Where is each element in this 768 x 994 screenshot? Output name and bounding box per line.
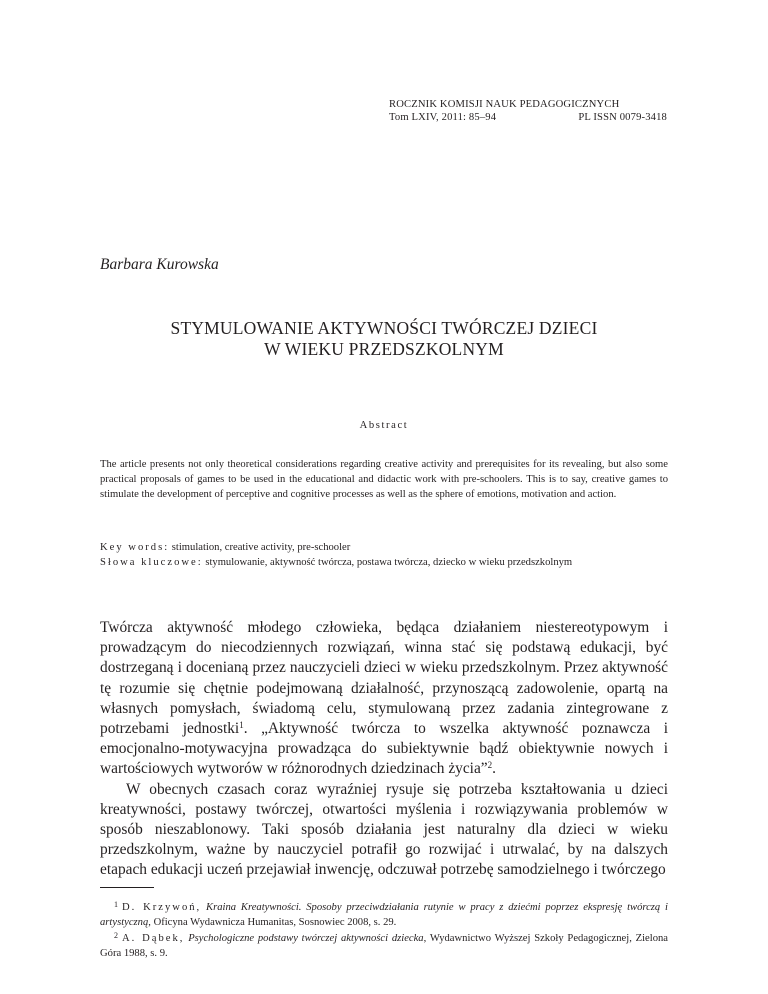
keywords-en-text: stimulation, creative activity, pre-schooler	[171, 542, 351, 553]
keywords-pl	[100, 555, 700, 570]
footnote-2-author: A. Dąbek,	[122, 932, 185, 944]
abstract-text-block	[100, 457, 668, 502]
footnote-1-author: D. Krzywoń,	[122, 902, 202, 913]
footnote-ref-1[interactable]: 1	[239, 720, 244, 731]
author-name: Barbara Kurowska	[100, 256, 219, 273]
footnote-2-rest: , Wydawnictwo Wyższej Szkoły Pedagogicznej, Zielona Góra 1988, s. 9.	[100, 932, 668, 960]
footnotes	[100, 900, 668, 962]
footnote-2	[100, 931, 668, 962]
footnote-1-number: 1	[114, 900, 118, 909]
footnote-2-number: 2	[114, 930, 118, 940]
footnote-1-rest: , Oficyna Wydawnicza Humanitas, Sosnowiec 2008, s. 29.	[148, 917, 397, 929]
keywords-pl-label: Słowa kluczowe:	[100, 557, 203, 568]
keywords-pl-text: stymulowanie, aktywność twórcza, postawa twórcza, dziecko w wieku przedszkolnym	[205, 557, 573, 568]
journal-name: ROCZNIK KOMISJI NAUK PEDAGOGICZNYCH	[389, 99, 620, 110]
keywords-en-label: Key words:	[100, 542, 170, 553]
body-text	[100, 618, 668, 881]
title-line-1: STYMULOWANIE AKTYWNOŚCI TWÓRCZEJ DZIECI	[170, 318, 598, 338]
body-p1-part-a: Twórcza aktywność młodego człowieka, będąca działaniem niestereotypowym i prowadzącym do niecodziennych rozwiązań, winna stać się podstawą edukacji, być dostrzeganą i docenianą przez nauczycieli dzieci w wieku przedszkolnym. Przez aktywność tę rozumie się chętnie podejmowaną działalność, przynoszącą zadowolenie, opartą na własnych pomysłach, świadomą celu, stymulowaną przez zadania zintegrowane z potrzebami jednostki	[100, 619, 668, 738]
keywords-en	[100, 540, 700, 555]
footnote-ref-2[interactable]: 2	[487, 760, 493, 771]
journal-volume: Tom LXIV, 2011: 85–94	[389, 112, 497, 123]
body-paragraph-1	[100, 618, 668, 780]
abstract-text: The article presents not only theoretical considerations regarding creative activity and prerequisites for its revealing, but also some practical proposals of games to be used in the educational and didactic work with pre-schoolers. This is to say, creative games to stimulate the development of perceptive and cognitive processes as well as the sphere of emotions, motivation and action.	[100, 459, 668, 500]
article-title	[100, 318, 668, 360]
footnote-1-title: Kraina Kreatywności. Sposoby przeciwdziałania rutynie w pracy z dziećmi poprzez ekspresję twórczą i artystyczną	[100, 902, 668, 929]
footnote-2-title: Psychologiczne podstawy twórczej aktywności dziecka	[188, 932, 424, 944]
title-line-2: W WIEKU PRZEDSZKOLNYM	[264, 339, 504, 359]
body-paragraph-2: W obecnych czasach coraz wyraźniej rysuje się potrzeba kształtowania u dzieci kreatywności, postawy twórczej, otwartości myślenia i rozwiązywania problemów w sposób nieszablonowy. Taki sposób działania jest naturalny dla dzieci w wieku przedszkolnym, ważne by nauczyciel potrafił go rozwijać i utrwalać, by na dalszych etapach edukacji uczeń przejawiał inwencję, odczuwał potrzebę samodzielnego i twórczego	[100, 780, 668, 879]
journal-header	[389, 98, 667, 124]
body-p1-part-b: . „Aktywność twórcza to wszelka aktywność poznawcza i emocjonalno-motywacyjna prowadząca do subiektywnie bądź obiektywnie nowych i wartościowych wytworów w różnorodnych dziedzinach życia”	[100, 720, 668, 778]
body-p1-part-c: .	[492, 760, 496, 778]
footnote-1	[100, 900, 668, 931]
journal-issn: PL ISSN 0079-3418	[578, 112, 667, 123]
abstract-heading: Abstract	[359, 420, 409, 431]
keywords-block	[100, 540, 700, 570]
footnote-divider	[100, 887, 154, 888]
